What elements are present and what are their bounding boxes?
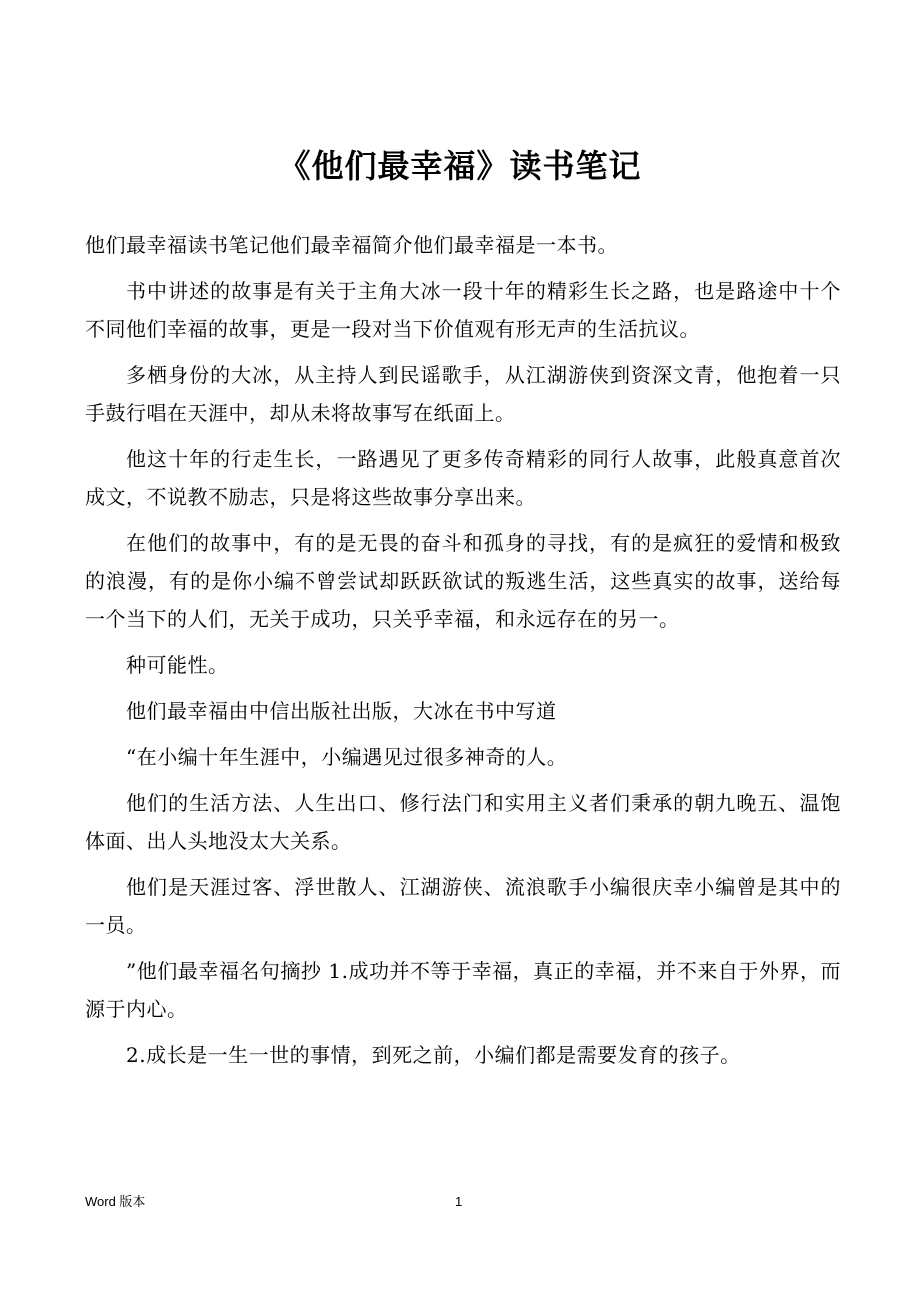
footer-page-number: 1 bbox=[455, 1194, 463, 1209]
body-paragraph: ”他们最幸福名句摘抄 1.成功并不等于幸福，真正的幸福，并不来自于外界，而源于内心。 bbox=[85, 959, 841, 1021]
document-body bbox=[85, 226, 841, 1082]
footer-version-label: Word 版本 bbox=[85, 1194, 146, 1209]
body-paragraph: 在他们的故事中，有的是无畏的奋斗和孤身的寻找，有的是疯狂的爱情和极致的浪漫，有的是你小编不曾尝试却跃跃欲试的叛逃生活，这些真实的故事，送给每一个当下的人们，无关于成功，只关乎幸福，和永远存在的另一。 bbox=[85, 531, 841, 631]
body-paragraph: 他这十年的行走生长，一路遇见了更多传奇精彩的同行人故事，此般真意首次成文，不说教不励志，只是将这些故事分享出来。 bbox=[85, 447, 841, 509]
body-paragraph: 他们是天涯过客、浮世散人、江湖游侠、流浪歌手小编很庆幸小编曾是其中的一员。 bbox=[85, 875, 841, 937]
document-title: 《他们最幸福》读书笔记 bbox=[278, 147, 642, 185]
body-paragraph: 2.成长是一生一世的事情，到死之前，小编们都是需要发育的孩子。 bbox=[126, 1043, 741, 1067]
body-paragraph: 他们的生活方法、人生出口、修行法门和实用主义者们秉承的朝九晚五、温饱体面、出人头地没太大关系。 bbox=[85, 791, 841, 853]
body-paragraph: 种可能性。 bbox=[126, 653, 229, 677]
body-paragraph: 多栖身份的大冰，从主持人到民谣歌手，从江湖游侠到资深文青，他抱着一只手鼓行唱在天涯中，却从未将故事写在纸面上。 bbox=[85, 363, 841, 425]
body-paragraph: 书中讲述的故事是有关于主角大冰一段十年的精彩生长之路，也是路途中十个不同他们幸福的故事，更是一段对当下价值观有形无声的生活抗议。 bbox=[85, 279, 841, 341]
body-paragraph: 他们最幸福由中信出版社出版，大冰在书中写道 bbox=[126, 699, 557, 723]
body-paragraph: 他们最幸福读书笔记他们最幸福简介他们最幸福是一本书。 bbox=[85, 233, 618, 257]
body-paragraph: “在小编十年生涯中，小编遇见过很多神奇的人。 bbox=[126, 745, 568, 769]
